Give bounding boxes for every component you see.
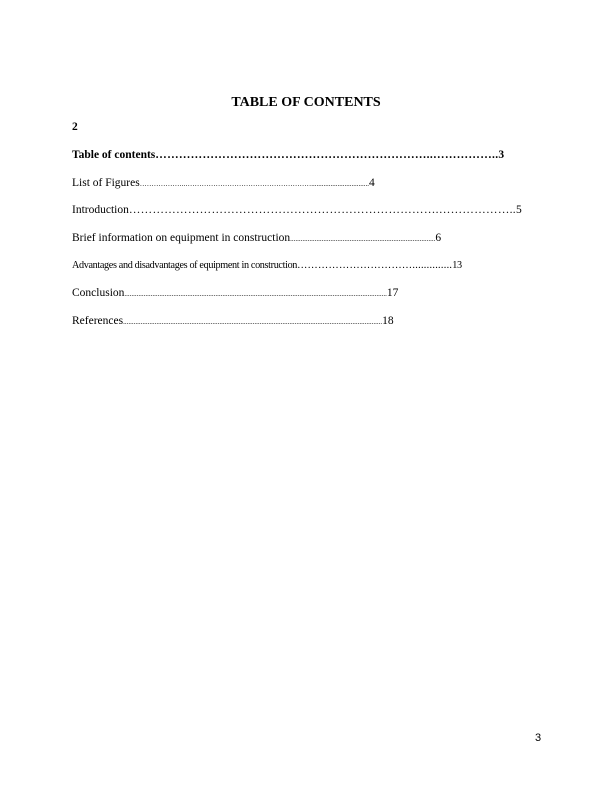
toc-entry-leader: …………………………………………………………………….……………….. (128, 204, 516, 216)
toc-entry-leader: ................................................................................... (290, 235, 436, 243)
toc-entry-label: References (72, 315, 124, 327)
toc-entry-conclusion[interactable] (72, 286, 398, 301)
section-marker: 2 (72, 121, 78, 133)
toc-entry-leader: ………………..………………………………………………................................. (139, 180, 369, 188)
toc-title: TABLE OF CONTENTS (231, 95, 381, 110)
toc-entry-label: List of Figures (72, 177, 140, 189)
toc-entry-list-of-figures[interactable] (72, 176, 375, 191)
toc-entry-label: Advantages and disadvantages of equipment in construction (72, 260, 298, 271)
toc-entry-leader: .................................................................................................................................................... (123, 318, 383, 326)
toc-entry-page: 5 (515, 204, 522, 216)
toc-entry-introduction[interactable] (72, 203, 522, 217)
toc-entry-label: Table of contents (72, 149, 156, 161)
toc-entry-page: 13 (452, 260, 462, 271)
toc-entry-table-of-contents[interactable] (72, 148, 504, 162)
toc-entry-page: 17 (386, 287, 399, 299)
toc-entry-advantages[interactable] (72, 259, 462, 273)
toc-entry-leader: ……………………………………………………………..…………….. (155, 149, 499, 161)
toc-entry-label: Introduction (72, 204, 129, 216)
toc-entry-references[interactable] (72, 314, 394, 329)
toc-entry-page: 6 (435, 232, 442, 244)
toc-entry-leader: …………………………….............. (297, 260, 453, 271)
toc-entry-label: Brief information on equipment in construction (72, 232, 291, 244)
toc-entry-leader: ...................................................................................................................................................... (124, 290, 387, 298)
page-number: 3 (535, 732, 542, 744)
toc-entry-page: 3 (498, 149, 505, 161)
toc-entry-label: Conclusion (72, 287, 125, 299)
toc-entry-page: 4 (368, 177, 375, 189)
toc-entry-brief-information[interactable] (72, 231, 441, 246)
toc-entry-page: 18 (382, 315, 394, 327)
